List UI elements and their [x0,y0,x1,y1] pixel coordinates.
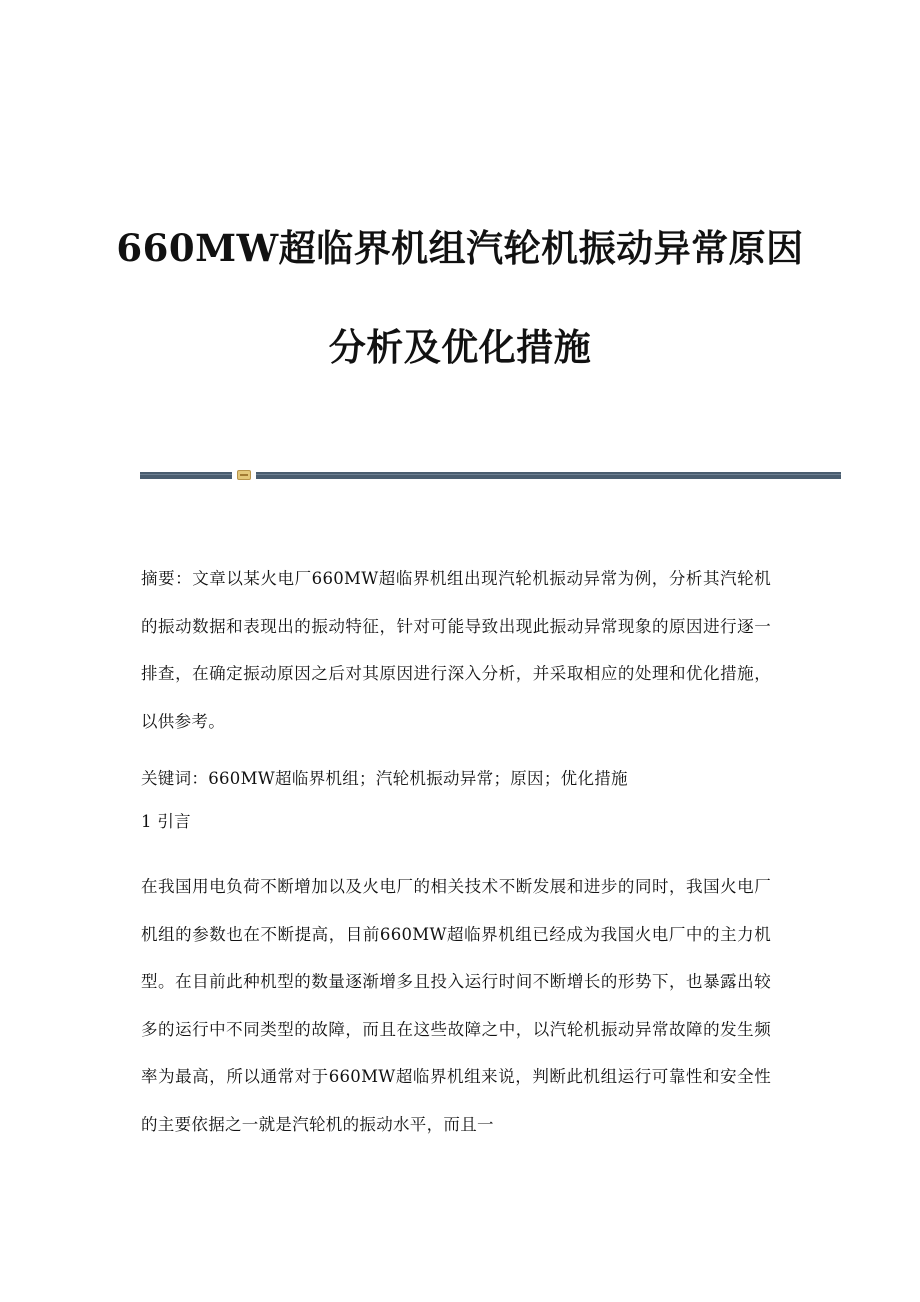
divider-bar-right [256,472,841,479]
abstract-paragraph: 摘要：文章以某火电厂660MW超临界机组出现汽轮机振动异常为例，分析其汽轮机的振动数据和表现出的振动特征，针对可能导致出现此振动异常现象的原因进行逐一排查，在确定振动原因之后对其原因进行深入分析，并采取相应的处理和优化措施，以供参考。 [141,569,771,731]
document-title-line-2: 分析及优化措施 [328,325,592,369]
section-heading: 1 引言 [141,812,191,831]
body-paragraph: 在我国用电负荷不断增加以及火电厂的相关技术不断发展和进步的同时，我国火电厂机组的参数也在不断提高，目前660MW超临界机组已经成为我国火电厂中的主力机型。在目前此种机型的数量逐渐增多且投入运行时间不断增长的形势下，也暴露出较多的运行中不同类型的故障，而且在这些故障之中，以汽轮机振动异常故障的发生频率为最高，所以通常对于660MW超临界机组来说，判断此机组运行可靠性和安全性的主要依据之一就是汽轮机的振动水平，而且一 [141,877,771,1134]
ornament-icon [237,470,251,480]
title-divider [140,470,841,480]
keywords-line: 关键词：660MW超临界机组；汽轮机振动异常；原因；优化措施 [141,769,628,788]
divider-bar-left [140,472,232,479]
document-title-line-1: 660MW超临界机组汽轮机振动异常原因 [116,226,804,270]
